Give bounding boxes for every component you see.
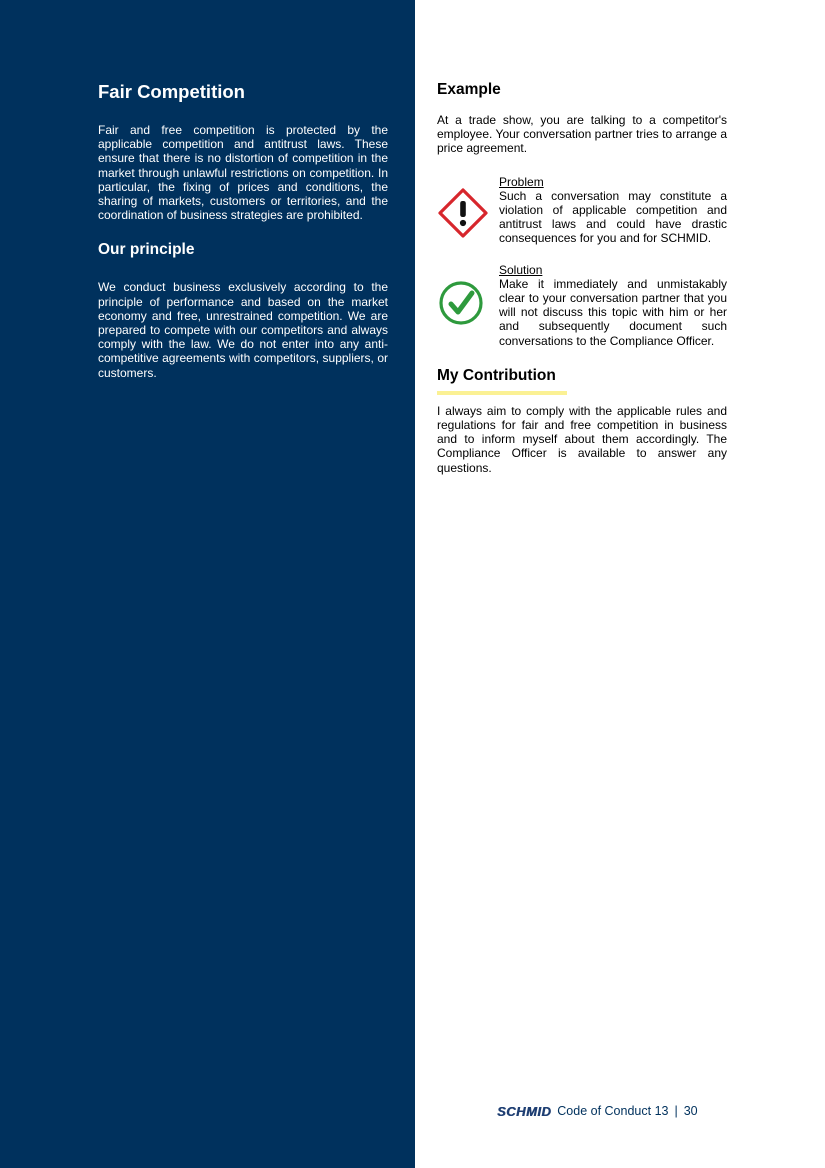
solution-text: Make it immediately and unmistakably clear to your conversation partner that you will not discuss this topic with him or her and subsequently document such conversations to the Compliance Officer. xyxy=(499,276,727,348)
right-column xyxy=(437,80,727,475)
left-column xyxy=(98,80,388,380)
page-number: 30 xyxy=(683,1104,698,1118)
solution-title: Solution xyxy=(499,262,543,277)
problem-title: Problem xyxy=(499,174,544,189)
contribution-heading: My Contribution xyxy=(437,366,556,384)
schmid-logo: SCHMID xyxy=(497,1103,552,1119)
problem-text: Such a conversation may constitute a violation of applicable competition and antitrust laws and could have drastic consequences for you and for SCHMID. xyxy=(499,188,727,246)
problem-callout xyxy=(437,175,727,246)
example-paragraph: At a trade show, you are talking to a competitor's employee. Your conversation partner tries to arrange a price agreement. xyxy=(437,113,727,156)
contribution-paragraph: I always aim to comply with the applicable rules and regulations for fair and free competition in business and to inform myself about them accordingly. The Compliance Officer is available to answer any questions. xyxy=(437,403,727,475)
heading-underline xyxy=(437,391,567,395)
warning-diamond-icon xyxy=(437,187,489,239)
page-footer xyxy=(497,1102,698,1120)
example-heading: Example xyxy=(437,81,501,98)
principle-paragraph: We conduct business exclusively according to the principle of performance and based on the market economy and free, unrestrained competition. We are prepared to compete with our competitors and always comply with the law. We do not enter into any anti-competitive agreements with competitors, suppliers, or customers. xyxy=(98,280,388,380)
solution-callout xyxy=(437,263,727,348)
principle-heading: Our principle xyxy=(98,241,195,259)
footer-separator: | xyxy=(674,1104,678,1118)
check-circle-icon xyxy=(437,279,489,331)
section-heading: Fair Competition xyxy=(98,81,245,102)
intro-paragraph: Fair and free competition is protected by the applicable competition and antitrust laws. These ensure that there is no distortion of competition in the market through unlawful restrictions on competition. In particular, the fixing of prices and conditions, the sharing of markets, customers or territories, and the coordination of business strategies are prohibited. xyxy=(98,123,388,223)
document-title: Code of Conduct 13 xyxy=(557,1104,669,1118)
